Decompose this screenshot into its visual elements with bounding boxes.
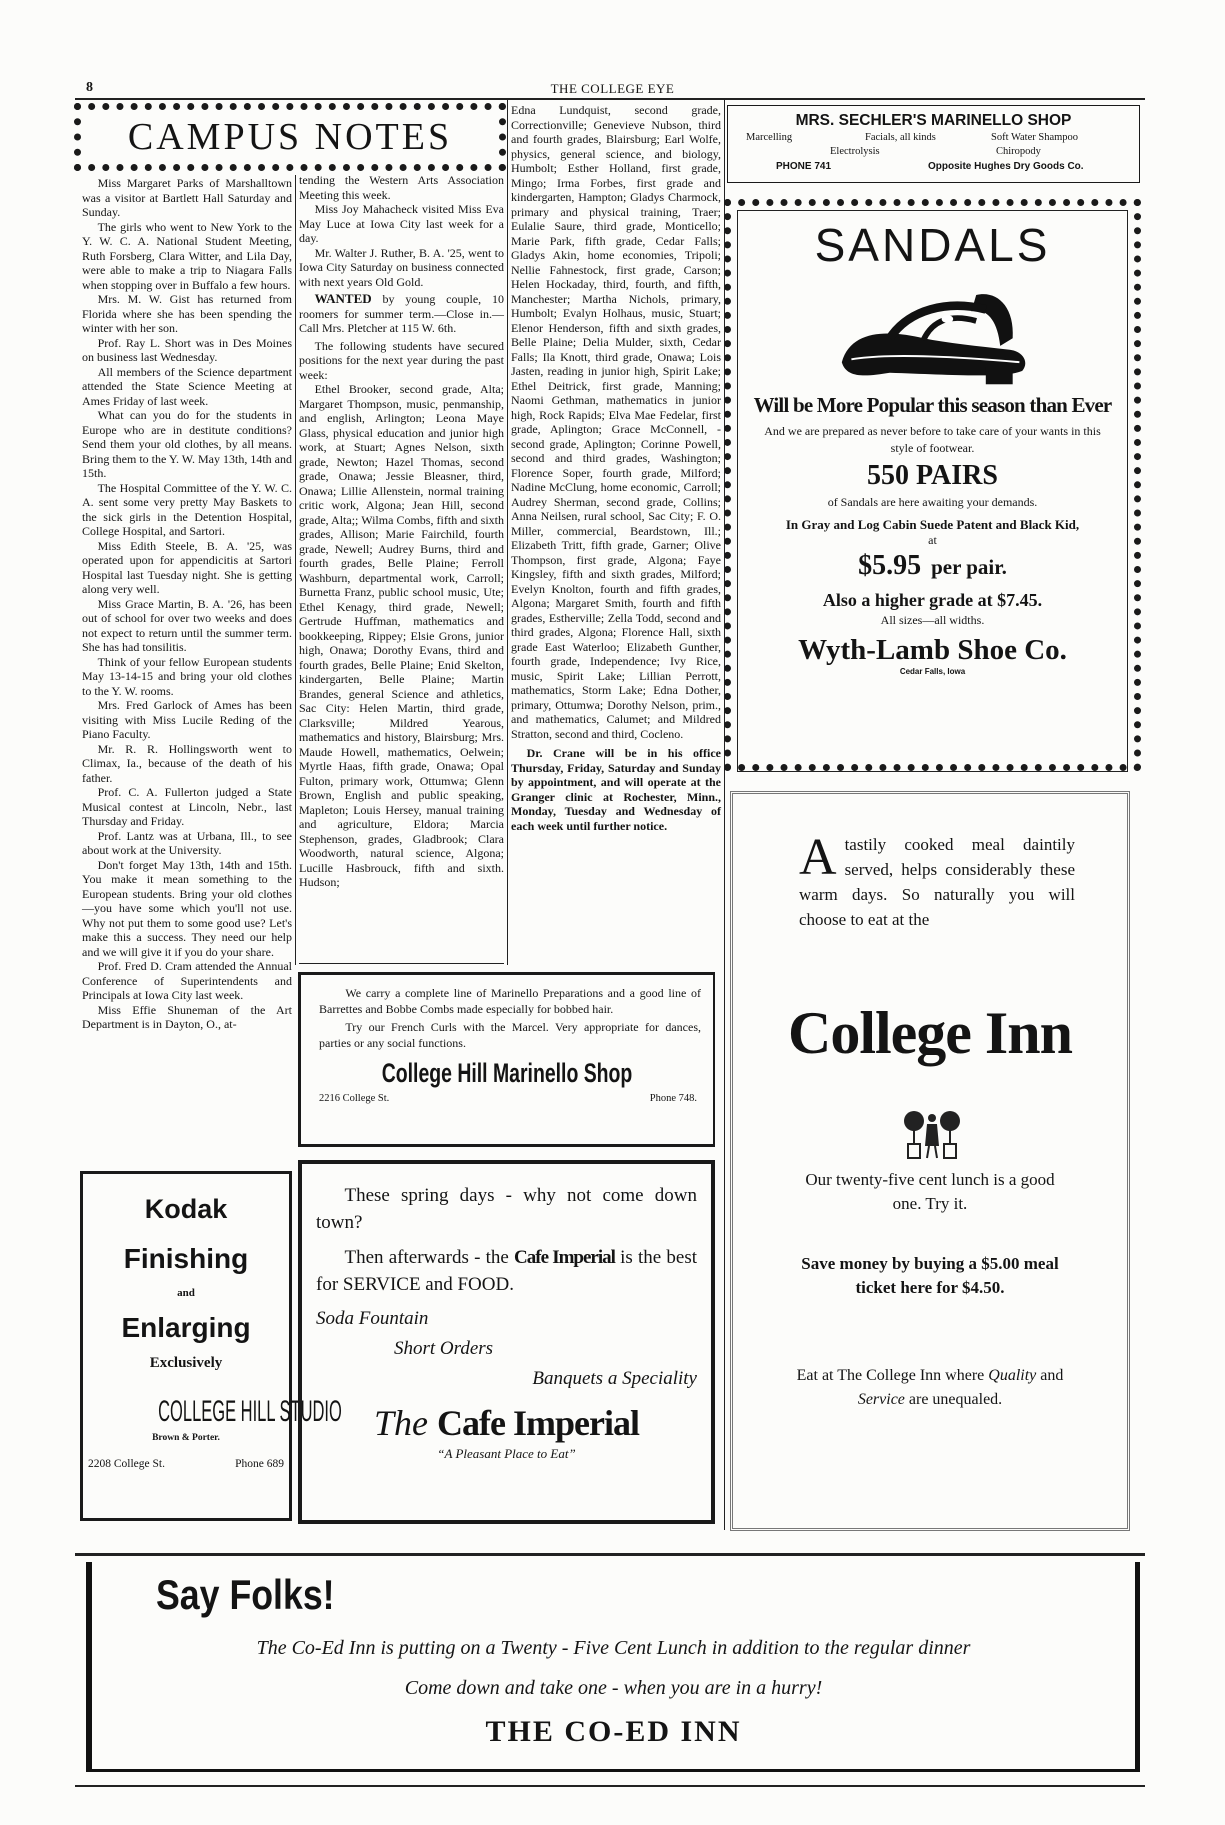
paragraph: Mrs. M. W. Gist has returned from Florida where she has been spending the winter with her son. xyxy=(82,292,292,335)
address: 2216 College St. xyxy=(319,1093,390,1104)
header-rule xyxy=(75,98,1145,100)
text: Then afterwards - the xyxy=(344,1247,515,1268)
service: Marcelling xyxy=(746,132,793,143)
paragraph: Miss Margaret Parks of Marshalltown was a visitor at Bartlett Hall Saturday and Sunday. xyxy=(82,176,292,219)
paragraph: The following students have secured positions for the next year during the past week: xyxy=(299,338,504,382)
the: The xyxy=(374,1403,429,1443)
paragraph: Prof. Lantz was at Urbana, Ill., to see about work at the University. xyxy=(82,828,292,857)
footer-rule xyxy=(75,1785,1145,1787)
section-title: CAMPUS NOTES xyxy=(127,116,453,158)
campus-notes-banner xyxy=(74,103,506,171)
paragraph: Think of your fellow European students May 13-14-15 and bring your old clothes to the Y. W. rooms. xyxy=(82,654,292,698)
company-name: Wyth-Lamb Shoe Co. xyxy=(798,634,1067,666)
column-2 xyxy=(299,173,504,890)
kodak-studio-ad xyxy=(80,1171,342,1521)
awaiting: of Sandals are here awaiting your demands. xyxy=(827,495,1038,509)
sechler-marinello-ad xyxy=(727,105,1140,183)
cafe-name: Cafe Imperial xyxy=(437,1403,639,1443)
and: and xyxy=(177,1287,195,1299)
service: Soft Water Shampoo xyxy=(991,132,1079,143)
shop-name: College Hill Marinello Shop xyxy=(381,1058,633,1088)
column-1 xyxy=(82,176,292,1032)
closing-text: Eat at The College Inn where xyxy=(796,1367,989,1384)
text: is the best for SERVICE and FOOD. xyxy=(316,1247,697,1295)
phone: PHONE 741 xyxy=(776,161,832,172)
sandal-illustration xyxy=(828,271,1038,391)
price: $5.95 xyxy=(858,550,922,581)
owners: Brown & Porter. xyxy=(152,1433,220,1443)
location: Opposite Hughes Dry Goods Co. xyxy=(928,161,1084,172)
topiary-waiter-illustration xyxy=(903,1106,961,1162)
paragraph: These spring days - why not come down town? xyxy=(316,1185,697,1233)
pairs-count: 550 PAIRS xyxy=(867,460,998,491)
per-pair: per pair. xyxy=(931,555,1007,579)
menu-item: Short Orders xyxy=(394,1338,494,1359)
paragraph: Mrs. Fred Garlock of Ames has been visiting with Miss Lucile Reding of the Piano Faculty. xyxy=(82,698,292,741)
wanted-text: by young couple, 10 roomers for summer term.—Close in.—Call Mrs. Pletcher at 115 W. 6th. xyxy=(299,292,504,335)
address: 2208 College St. xyxy=(88,1458,165,1470)
paragraph: Prof. Fred D. Cram attended the Annual Conference of Superintendents and Principals at Iowa City last week. xyxy=(82,959,292,1002)
paragraph: Mr. Walter J. Ruther, B. A. '25, went to Iowa City Saturday on business connected with next years Old Gold. xyxy=(299,245,504,289)
phone: Phone 748. xyxy=(649,1093,697,1104)
service: Chiropody xyxy=(996,146,1041,157)
cafe-imperial-ad xyxy=(298,1160,715,1524)
column-divider xyxy=(295,175,296,965)
wanted-notice xyxy=(299,292,504,336)
headline: Say Folks! xyxy=(156,1571,335,1618)
coed-inn-ad xyxy=(86,1562,1140,1772)
ad-title: MRS. SECHLER'S MARINELLO SHOP xyxy=(795,112,1072,129)
intro xyxy=(799,829,1075,932)
ad-title: SANDALS xyxy=(814,219,1051,271)
paragraph: Edna Lundquist, second grade, Correctionville; Genevieve Nubson, third and fourth grades, Blairsburg; Earl Wolfe, physics, general science, and biology, Humbolt; Esther Holland, first grade, Mingo; Irma Forbes, first grade and kindergarten, Hampton; Gladys Charmock, primary and physical training, Traer; Eulalie Saure, third grade, Monticello; Marie Park, fifth grade, Cedar Falls; Gladys Akin, home economies, Tripoli; Nellie Fahnestock, first grade, Carson; Helen Hockaday, third, fourth, and fifth, Manchester; Martha Nichols, primary, Humbolt; Evalyn Holhaus, music, Stuart; Elenor Henderson, fifth and sixth grades, Belle Plaine; Delia Mulder, sixth, Cedar Falls; Ila Knott, third grade, Onawa; Lois Jasten, reading in junior high, Spirit Lake; Ethel Deitrick, first grade, Manning; Naomi Gethman, mathematics in junior high, Rock Rapids; Elva Mae Fedelar, first grade, Aplington; Grace McConnell, - second grade, Aplington; Corinne Powell, second and third grades, Washington; Florence Soper, fourth grade, Milford; Nadine McClung, home economic, Carroll; Audrey Sherman, second grade, Collins; Anna Neilsen, rural school, Sac City; F. O. Miller, commercial, Beardstown, Ill.; Elizabeth Tritt, fifth grade, Garner; Olive Thompson, first grade, Algona; Faye Kingsley, fifth and sixth grades, Milford; Evelyn Knolton, fourth and fifth grades, Algona; Margaret Smith, fourth and fifth grades, Estherville; Zella Todd, second and third grades, Algona; Florence Hall, sixth grade East Waterloo; Elizabeth Gunther, fourth grade, Independence; Ivy Rice, music, Spirit Lake; Lillian Perrott, mathematics, Storm Lake; Edna Dother, primary, Ottumwa; Dorothy Nelson, prim., and mathematics, Calumet; and Mildred Stratton, second and third, Cocleno. xyxy=(511,103,721,741)
paragraph: The girls who went to New York to the Y. W. C. A. National Student Meeting, Ruth Forsberg, Clara Witter, and Lila Day, were able to make a trip to Niagara Falls when stopping over in Buffalo a few hours. xyxy=(82,219,292,292)
paragraph: Miss Effie Shuneman of the Art Department is in Dayton, O., at- xyxy=(82,1002,292,1031)
paragraph: Ethel Brooker, second grade, Alta; Margaret Thompson, music, penmanship, and english, Arlington; Leona Maye Glass, physical education and junior high work, at Stuart; Agnes Nelson, sixth grade, Newton; Hazel Thomas, second grade, Onawa; Jessie Bleasner, third, Onawa; Lillie Allenstein, normal training critic work, Algona; Jean Hill, second grade, Alta;; Wilma Combs, fifth and sixth grades, Allison; Marie Fairchild, fourth grade, Newell; Audrey Burns, third and fourth grades, Belle Plaine; Ferroll Washburn, departmental work, Carroll; Burnetta Franz, public school music, Ute; Ethel Kenagy, third grade, Newell; Gertrude Huffman, mathematics and bookkeeping, Rippey; Elsie Grons, junior high, Onawa; Dorothy Evans, third and fourth grades, Belle Plaine; Enid Skelton, kindergarten, Belle Plaine; Martin Brandes, general Science and athletics, Sac City: Helen Martin, third grade, Clarksville; Mildred Yearous, mathematics and history, Blairsburg; Mrs. Maude Howell, mathematics, Oelwein; Myrtle Haas, fifth grade, Onawa; Opal Fulton, primary work, Ottumwa; Glenn Brown, English and public speaking, Mapleton; Louis Hersey, manual training and agriculture, Eldora; Marcia Stephenson, grades, Gladbrook; Clara Woodworth, natural science, Algona; Lucille Hasbrouck, fifth and sixth. Hudson; xyxy=(299,382,504,889)
enlarging: Enlarging xyxy=(121,1312,251,1343)
drop-cap: A xyxy=(799,829,837,886)
paragraph: Try our French Curls with the Marcel. Very appropriate for dances, parties or any social functions. xyxy=(319,1020,701,1050)
intro-text: tastily cooked meal daintily served, helps considerably these warm days. So naturally you will choose to eat at the xyxy=(799,835,1075,929)
paragraph: Miss Grace Martin, B. A. '26, has been out of school for over two weeks and does not expect to return until the summer term. She has had tonsilitis. xyxy=(82,596,292,654)
separator-rule xyxy=(75,1553,1145,1556)
service: Electrolysis xyxy=(830,146,880,157)
slogan: “A Pleasant Place to Eat” xyxy=(437,1446,576,1461)
paragraph: What can you do for the students in Europe who are in destitute conditions? Send them your old clothes, by all means. Bring them to the Y. W. May 13th, 14th and 15th. xyxy=(82,408,292,480)
quality-word: Quality xyxy=(988,1367,1037,1384)
service: Facials, all kinds xyxy=(865,132,936,143)
newspaper-title: THE COLLEGE EYE xyxy=(550,81,675,96)
phone: Phone 689 xyxy=(235,1458,284,1470)
column-3 xyxy=(511,103,721,833)
headline: Will be More Popular this season than Ever xyxy=(753,393,1112,417)
service-word: Service xyxy=(857,1391,905,1408)
closing-line xyxy=(788,1364,1072,1412)
paragraph: Miss Edith Steele, B. A. '25, was operated upon for appendicitis at Sartori Hospital last Tuesday night. She is getting along very well. xyxy=(82,538,292,596)
paragraph: tending the Western Arts Association Meeting this week. xyxy=(299,173,504,202)
invitation: Come down and take one - when you are in a hurry! xyxy=(404,1677,823,1699)
meal-ticket-offer: Save money by buying a $5.00 meal ticket here for $4.50. xyxy=(801,1254,1059,1297)
paragraph xyxy=(316,1244,697,1298)
college-inn-ad xyxy=(730,791,1130,1531)
restaurant-name: THE CO-ED INN xyxy=(485,1715,742,1748)
finishing: Finishing xyxy=(123,1243,249,1274)
paragraph: Don't forget May 13th, 14th and 15th. You make it mean something to the European students. Bring your old clothes—you have some which you'll not use. Why not put them to some good use? Let's make this a success. They need our help and we will give it if you do your share. xyxy=(82,857,292,959)
at: at xyxy=(928,533,937,547)
paragraph: Prof. Ray L. Short was in Des Moines on business last Wednesday. xyxy=(82,335,292,364)
kodak: Kodak xyxy=(144,1194,228,1224)
closing-text: are unequaled. xyxy=(904,1391,1003,1408)
city: Cedar Falls, Iowa xyxy=(899,667,966,676)
college-hill-marinello-ad xyxy=(298,972,715,1147)
lunch-offer: Our twenty-five cent lunch is a good one. Try it. xyxy=(805,1170,1055,1213)
higher-grade: Also a higher grade at $7.45. xyxy=(822,590,1043,610)
sandals-ad xyxy=(724,199,1141,771)
closing-text: and xyxy=(1036,1367,1064,1384)
column-end-rule xyxy=(299,963,504,964)
wanted-label: WANTED xyxy=(314,291,372,306)
page-number: 8 xyxy=(86,80,93,95)
menu-item: Banquets a Speciality xyxy=(532,1368,697,1389)
dr-crane-notice: Dr. Crane will be in his office Thursday, Friday, Saturday and Sunday by appointment, and will operate at the Granger clinic at Rochester, Minn., Monday, Tuesday and Wednesday of each week until further notice. xyxy=(511,746,721,833)
paragraph: Miss Joy Mahacheck visited Miss Eva May Luce at Iowa City last week for a day. xyxy=(299,202,504,245)
menu-item: Soda Fountain xyxy=(316,1308,429,1329)
lunch-announcement: The Co-Ed Inn is putting on a Twenty - Five Cent Lunch in addition to the regular dinner xyxy=(256,1637,971,1659)
paragraph: Mr. R. R. Hollingsworth went to Climax, Ia., because of the death of his father. xyxy=(82,741,292,785)
studio-name: COLLEGE HILL STUDIO xyxy=(158,1395,342,1428)
exclusively: Exclusively xyxy=(149,1355,223,1371)
column-divider xyxy=(507,100,508,965)
paragraph: The Hospital Committee of the Y. W. C. A. sent some very pretty May Baskets to the sick girls in the Detention Hospital, College Hospital, and Sartori. xyxy=(82,480,292,538)
sizes: All sizes—all widths. xyxy=(880,613,985,627)
cafe-name-inline: Cafe Imperial xyxy=(514,1247,615,1268)
paragraph: Prof. C. A. Fullerton judged a State Musical contest at Lincoln, Nebr., last Thursday and Friday. xyxy=(82,785,292,828)
materials: In Gray and Log Cabin Suede Patent and Black Kid, xyxy=(785,517,1080,532)
intro: And we are prepared as never before to take care of your wants in this style of footwear. xyxy=(764,424,1101,455)
paragraph: All members of the Science department attended the State Science Meeting at Ames Friday of last week. xyxy=(82,364,292,408)
paragraph: We carry a complete line of Marinello Preparations and a good line of Barrettes and Bobbe Combs made especially for bobbed hair. xyxy=(319,986,701,1016)
restaurant-name: College Inn xyxy=(787,1000,1073,1066)
